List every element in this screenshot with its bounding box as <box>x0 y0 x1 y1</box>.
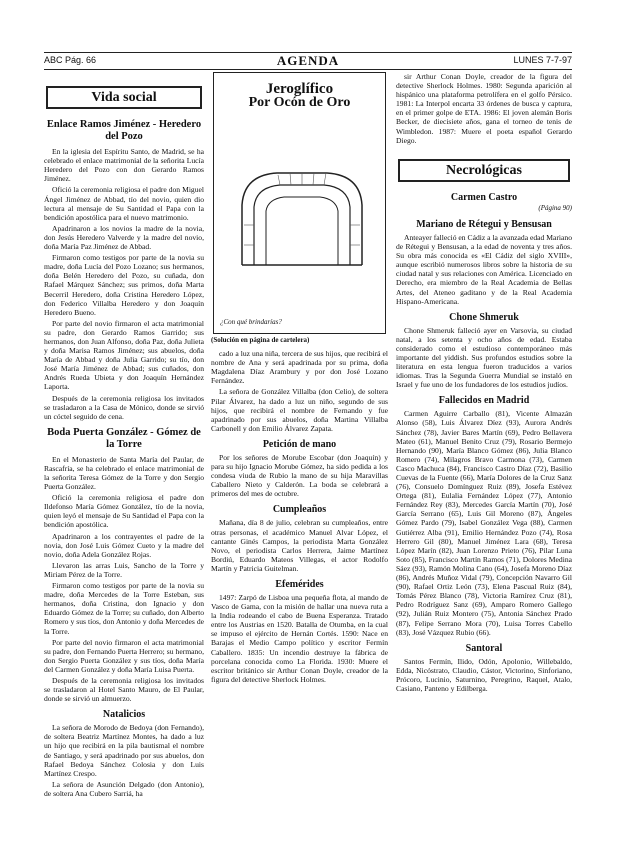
paragraph: Chone Shmeruk falleció ayer en Varsovia, su ciudad natal, a los setenta y ocho años de edad. Estaba considerado como el estudioso contemporáneo más importante del yiddish. Sus profundos estudios sobre la literatura en esta lengua fueron traducidos a varios idiomas. Tras la Segunda Guerra Mundial se instaló en Israel y fue uno de los fundadores de los estudios judíos. <box>396 325 572 390</box>
heading-peticion: Petición de mano <box>262 438 337 450</box>
paragraph: Después de la ceremonia religiosa los invitados se trasladaron a la Casa de Mónico, donde se sirvió un cóctel seguido de cena. <box>44 393 204 421</box>
paragraph: Por parte del novio firmaron el acta matrimonial su padre, don Fernando Puerta Herrero; su hermano, don Sergio Puerta González y sus tíos, doña María del Carmen González y doña María Luisa Puerta. <box>44 637 204 674</box>
heading-boda-puerta: Boda Puerta González - Gómez de la Torre <box>47 426 201 450</box>
column-middle <box>211 72 388 842</box>
heading-efemerides: Efemérides <box>275 578 324 590</box>
page-reference: (Página 90) <box>538 203 572 212</box>
paragraph: Anteayer falleció en Cádiz a la avanzada edad Mariano de Rétegui y Bensusan, a la edad de noventa y tres años. Su obra más conocida es «El Cádiz del siglo XVIII», aunque escribió numerosos libros sobre la historia de su ciudad natal y sus relaciones con América. Licenciado en Derecho, era miembro de la Real Academia de Bellas Artes, del Ateneo gaditano y de la Real Academia Hispano-Americana. <box>396 232 572 306</box>
paragraph: En el Monasterio de Santa María del Paular, de Rascafría, se ha celebrado el enlace matrimonial de la señorita Teresa Gómez de la Torre y don Sergio Puerta González. <box>44 454 204 492</box>
paragraph: Por los señores de Morube Escobar (don Joaquín) y para su hijo Ignacio Morube Gómez, ha sido pedida a los condesa viuda de Rubio la mano de su hija Maravillas Caballero Nieto y Calderón. La boda se celebrará a primeros del mes de octubre. <box>211 452 388 499</box>
heading-fallecidos: Fallecidos en Madrid <box>438 395 530 407</box>
column-right <box>396 72 572 842</box>
heading-carmen-castro: Carmen Castro <box>450 191 518 203</box>
jeroglifico-box <box>213 72 386 334</box>
paragraph: 1497: Zarpó de Lisboa una pequeña flota, al mando de Vasco de Gama, con la misión de hallar una nueva ruta a la India rodeando el cabo de Buena Esperanza. Tratado entre los Austrias en 1520. Batalla de Otumba, en la cual se impuso el ejército de Hernán Cortés. 1590: Nace en Barajas el Medio Campo político y escritor Fermín Caballero. 1835: Un incendio destruye la fábrica de porcelana conocida como La Florida. 1930: Muere el escritor británico sir Arthur Conan Doyle, creador de la figura del detective Sherlock Holmes. <box>211 592 388 684</box>
page-header <box>44 52 572 70</box>
solution-note: (Solución en página de cartelera) <box>211 336 310 344</box>
paragraph: cado a luz una niña, tercera de sus hijos, que recibirá el nombre de Ana y será apadrinada por su prima, doña Magdalena Díaz Arambury y por don José Lozano Fernández. <box>211 349 388 386</box>
heading-santoral: Santoral <box>465 642 503 654</box>
paragraph: Después de la ceremonia religiosa los invitados se trasladaron al Hotel Santo Mauro, de El Paular, donde se sirvió un almuerzo. <box>44 675 204 704</box>
issue-date: LUNES 7-7-97 <box>513 55 572 65</box>
paragraph: Ofició la ceremonia religiosa el padre don Ildefonso María Gómez González, tío de la novia, quien leyó el mensaje de Su Santidad el Papa con la bendición apostólica. <box>44 493 204 530</box>
section-title-vida-social: Vida social <box>46 86 202 109</box>
paragraph: Por parte del novio firmaron el acta matrimonial su padre, don Gerardo Ramos Garrido; sus hermanos, don Juan Alfonso, doña Paz, doña Julieta y doña Marisa Ramos Jiménez; sus abuelos, doña María de Abbad y doña Julia Garrido; su tío, don José María Jiménez de Abbad; sus cuñados, don Andrés Rueda Ubieta y don Joaquín Hernández Laporta. <box>44 318 204 392</box>
column-left <box>44 72 204 842</box>
heading-chone: Chone Shmeruk <box>449 311 519 323</box>
heading-natalicios: Natalicios <box>102 709 146 721</box>
jeroglifico-drawing-icon <box>232 145 372 295</box>
paragraph: Carmen Aguirre Carballo (81), Vicente Almazán Alonso (58), Luis Álvarez Díez (93), Aurora Andrés Sánchez (78), Javier Bares Martín (69), Pedro Bellavera Mateo (61), Manuel Benito Cruz (79), Rosario Bermejo Hernando (90), María Blanco Gómez (86), Julia Blanco Romero (74), Milagros Bravo Carmona (73), Carmen Casco Machuca (84), Francisco Castro Díaz (72), Basilio Cuevas de la Fuente (66), María Dolores de la Cruz Sanz (76), Consuelo Domínguez Ruiz (89), Josefa Estévez Ortega (81), Eulalia Fernández López (77), Antonio Fernández Rey (83), Mercedes García Martín (70), José García Serrano (65), Luis Gil Moreno (87), Ángeles Gómez Pardo (79), Isabel González Vega (88), Carmen Gutiérrez Alba (91), Emilio Hernández Pozo (74), Rosa Herrero Gil (80), Manuel Jiménez Lara (68), Teresa López Marín (82), Juan Lorenzo Prieto (76), Pilar Luna Soto (85), Francisco Martín Ramos (71), Dolores Medina Sáez (93), Ramón Molina Cano (64), Josefa Moreno Díaz (86), Andrés Muñoz Vidal (79), Concepción Navarro Gil (90), Rafael Ortiz León (73), Elena Pascual Ruiz (84), Tomás Pérez Blanco (78), Victoria Ramírez Cruz (81), Pedro Rodríguez Sanz (69), Amparo Romero Gallego (92), Julián Ruiz Montero (75), Antonia Sánchez Prado (87), Felipe Serrano Mora (70), Luisa Torres Cabello (83), José Vázquez Rubio (66). <box>396 409 572 637</box>
paragraph: Apadrinaron a los novios la madre de la novia, don Jesús Heredero Valverde y la madre del novio, doña María Paz Jiménez de Abbad. <box>44 223 204 252</box>
paragraph: Santos Fermín, Ilido, Odón, Apolonio, Willebaldo, Edda, Nicóstrato, Claudio, Cástor, Victorino, Sinforiano, Prócoro, Lucinio, Saturnino, Peregrino, Raquel, Atalo, Casiano, Panteno y Edilberga. <box>396 656 572 693</box>
heading-retegui: Mariano de Rétegui y Bensusan <box>416 218 552 230</box>
paragraph: Ofició la ceremonia religiosa el padre don Miguel Ángel Jiménez de Abbad, tío del novio, quien dio lectura al mensaje de Su Santidad el Papa con la bendición apostólica para el nuevo matrimonio. <box>44 185 204 222</box>
jeroglifico-title: Jeroglífico <box>265 81 334 97</box>
paragraph: Llevaron las arras Luis, Sancho de la Torre y Miriam Pérez de la Torre. <box>44 560 204 579</box>
paragraph: La señora de González Villalba (don Celio), de soltera Pilar Álvarez, ha dado a luz un niño, segundo de sus hijos, que recibirá el nombre de Fernando y fue apadrinado por sus abuelos, doña Martina Villalba Carbonell y don Emilio Álvarez Zapata. <box>211 387 388 433</box>
paragraph: La señora de Morodo de Bedoya (don Fernando), de soltera Beatriz Martínez Montes, ha dado a luz un hijo que recibirá en la pila bautismal el nombre de Santiago, y será apadrinado por sus abuelos, don Rafael Bedoya Sánchez Colosia y don Luis Martínez Crespo. <box>44 723 204 778</box>
section-name: AGENDA <box>276 53 340 68</box>
jeroglifico-author: Por Ocón de Oro <box>248 95 351 111</box>
section-title-necrologicas: Necrológicas <box>398 159 570 182</box>
paragraph: Apadrinaron a los contrayentes el padre de la novia, don José Luis Gómez Cueto y la madre del novio, doña Adela González Rojas. <box>44 531 204 559</box>
paragraph: sir Arthur Conan Doyle, creador de la figura del detective Sherlock Holmes. 1980: Segunda aparición al hispánico una plataforma petrolífera en el golfo Pérsico. 1981: La Interpol encarta 33 órdenes de busca y captura, en el primer golpe de ETA. 1986: El joven alemán Boris Becker, de diecisiete años, gana el torneo de tenis de Wimbledon. 1987: Muere el poeta español Gerardo Diego. <box>396 72 572 145</box>
paragraph: Firmaron como testigos por parte de la novia su madre, doña Mercedes de la Torre Esteban, sus hermanos, doña Cristina, don Ignacio y don Eduardo Gómez de la Torre; su cuñado, don Alberto Romero y sus tíos, don Antonio y doña Mercedes de la Torre. <box>44 581 204 636</box>
paragraph: La señora de Asunción Delgado (don Antonio), de soltera Ana Cubero Sarriá, ha <box>44 779 204 798</box>
jeroglifico-caption: ¿Con qué brindarías? <box>220 317 282 326</box>
paragraph: Mañana, día 8 de julio, celebran su cumpleaños, entre otras personas, el académico Manuel Alvar López, el cantante Ginés Campos, la periodista Marta González Novo, el periodista Carlos Herrera, Jaime Martínez Bordiú, Eduardo Mateos Villegas, el actor Rodolfo Martín y Patricia Guitelman. <box>211 518 388 573</box>
heading-cumpleanos: Cumpleaños <box>272 504 327 516</box>
page-number: ABC Pág. 66 <box>44 55 97 65</box>
paragraph: En la iglesia del Espíritu Santo, de Madrid, se ha celebrado el enlace matrimonial de la señorita Lucía Heredero del Pozo con don Gerardo Ramos Jiménez. <box>44 147 204 184</box>
paragraph: Firmaron como testigos por parte de la novia su madre, doña Lucía del Pozo Lozano; sus hermanos, doña Belén Heredero del Pozo, su cuñada, don Rafael Márquez Sánchez; sus primos, doña Marta Becerril Heredero, doña Cristina Heredero López, don Federico Villalba Heredero y don Joaquín Heredero Bueno. <box>44 253 204 317</box>
heading-enlace-ramos: Enlace Ramos Jiménez - Heredero del Pozo <box>46 119 202 143</box>
